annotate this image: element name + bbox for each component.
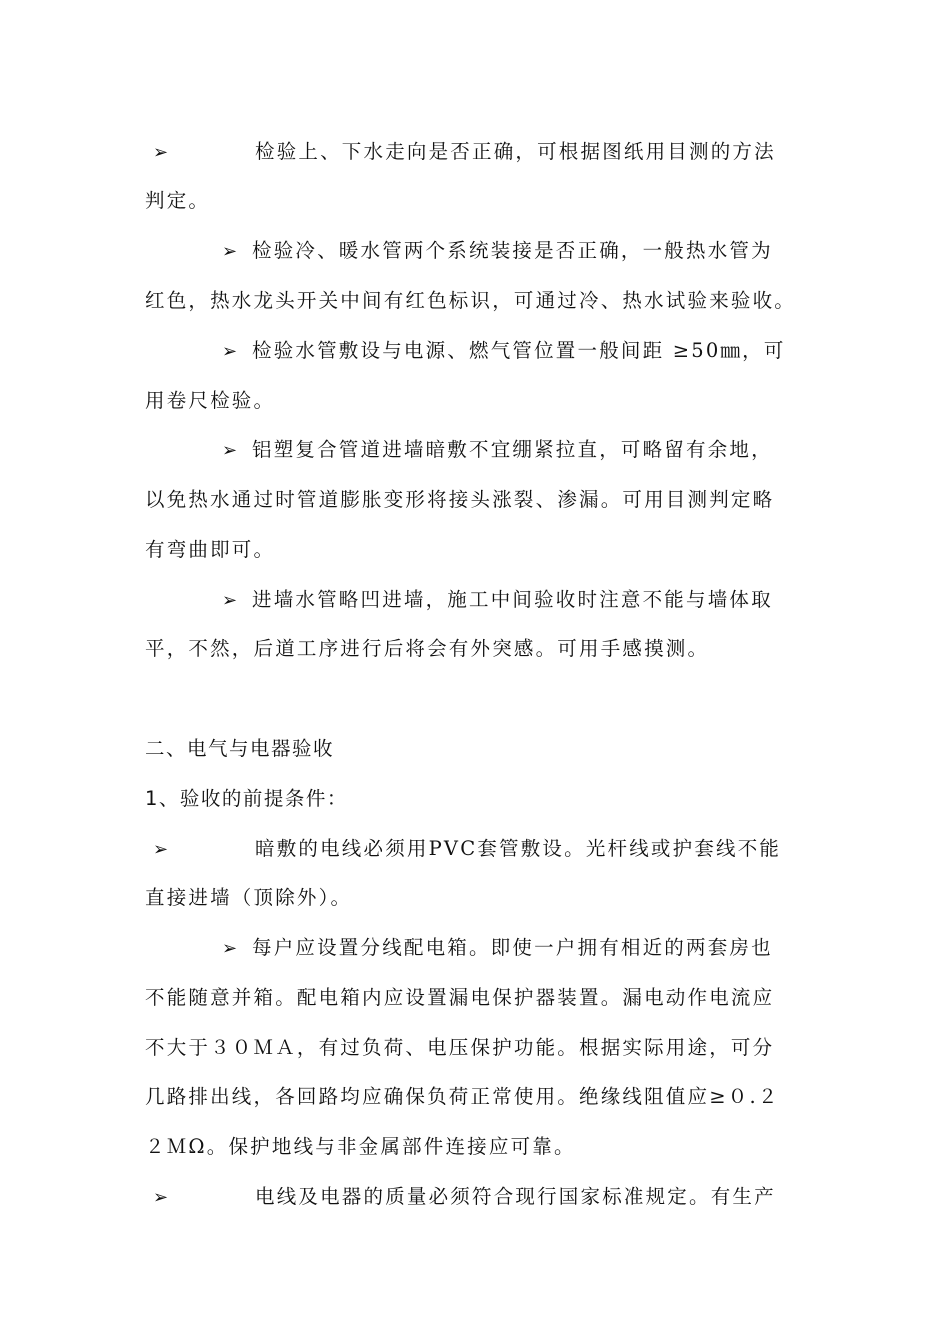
paragraph-line: 红色，热水龙头开关中间有红色标识，可通过冷、热水试验来验收。 <box>145 289 797 312</box>
arrow-bullet-icon: ➢ <box>153 1187 171 1208</box>
paragraph-line: ➢ 检验冷、暖水管两个系统装接是否正确，一般热水管为 <box>222 238 887 265</box>
section-subheading: 1、验收的前提条件： <box>145 787 348 810</box>
arrow-bullet-icon: ➢ <box>153 839 171 860</box>
paragraph-line: 直接进墙（顶除外）。 <box>145 886 353 909</box>
paragraph-line: ➢ 每户应设置分线配电箱。即使一户拥有相近的两套房也 <box>222 935 887 962</box>
paragraph-line: ➢ 检验上、下水走向是否正确，可根据图纸用目测的方法 <box>153 139 818 166</box>
paragraph-line: ➢ 铝塑复合管道进墙暗敷不宜绷紧拉直，可略留有余地， <box>222 437 887 464</box>
section-heading: 二、电气与电器验收 <box>145 737 335 760</box>
paragraph-line: 几路排出线，各回路均应确保负荷正常使用。绝缘线阻值应≥０.２ <box>145 1085 780 1108</box>
paragraph-line: 不大于３０ＭＡ，有过负荷、电压保护功能。根据实际用途，可分 <box>145 1036 775 1059</box>
arrow-bullet-icon: ➢ <box>222 241 240 262</box>
paragraph-line: ➢ 检验水管敷设与电源、燃气管位置一般间距 ≥50㎜，可 <box>222 338 887 365</box>
paragraph-line: 平，不然，后道工序进行后将会有外突感。可用手感摸测。 <box>145 637 710 660</box>
paragraph-line: ➢ 电线及电器的质量必须符合现行国家标准规定。有生产 <box>153 1184 818 1211</box>
paragraph-line: 有弯曲即可。 <box>145 538 276 561</box>
paragraph-line: 判定。 <box>145 189 211 212</box>
arrow-bullet-icon: ➢ <box>222 440 240 461</box>
arrow-bullet-icon: ➢ <box>222 938 240 959</box>
arrow-bullet-icon: ➢ <box>153 142 171 163</box>
paragraph-line: ２ＭΩ。保护地线与非金属部件连接应可靠。 <box>145 1135 576 1158</box>
paragraph-line: 不能随意并箱。配电箱内应设置漏电保护器装置。漏电动作电流应 <box>145 986 775 1009</box>
arrow-bullet-icon: ➢ <box>222 590 240 611</box>
arrow-bullet-icon: ➢ <box>222 341 240 362</box>
paragraph-line: 用卷尺检验。 <box>145 389 276 412</box>
paragraph-line: ➢ 进墙水管略凹进墙，施工中间验收时注意不能与墙体取 <box>222 587 887 614</box>
paragraph-line: ➢ 暗敷的电线必须用PVC套管敷设。光杆线或护套线不能 <box>153 836 818 863</box>
paragraph-line: 以免热水通过时管道膨胀变形将接头涨裂、渗漏。可用目测判定略 <box>145 488 775 511</box>
